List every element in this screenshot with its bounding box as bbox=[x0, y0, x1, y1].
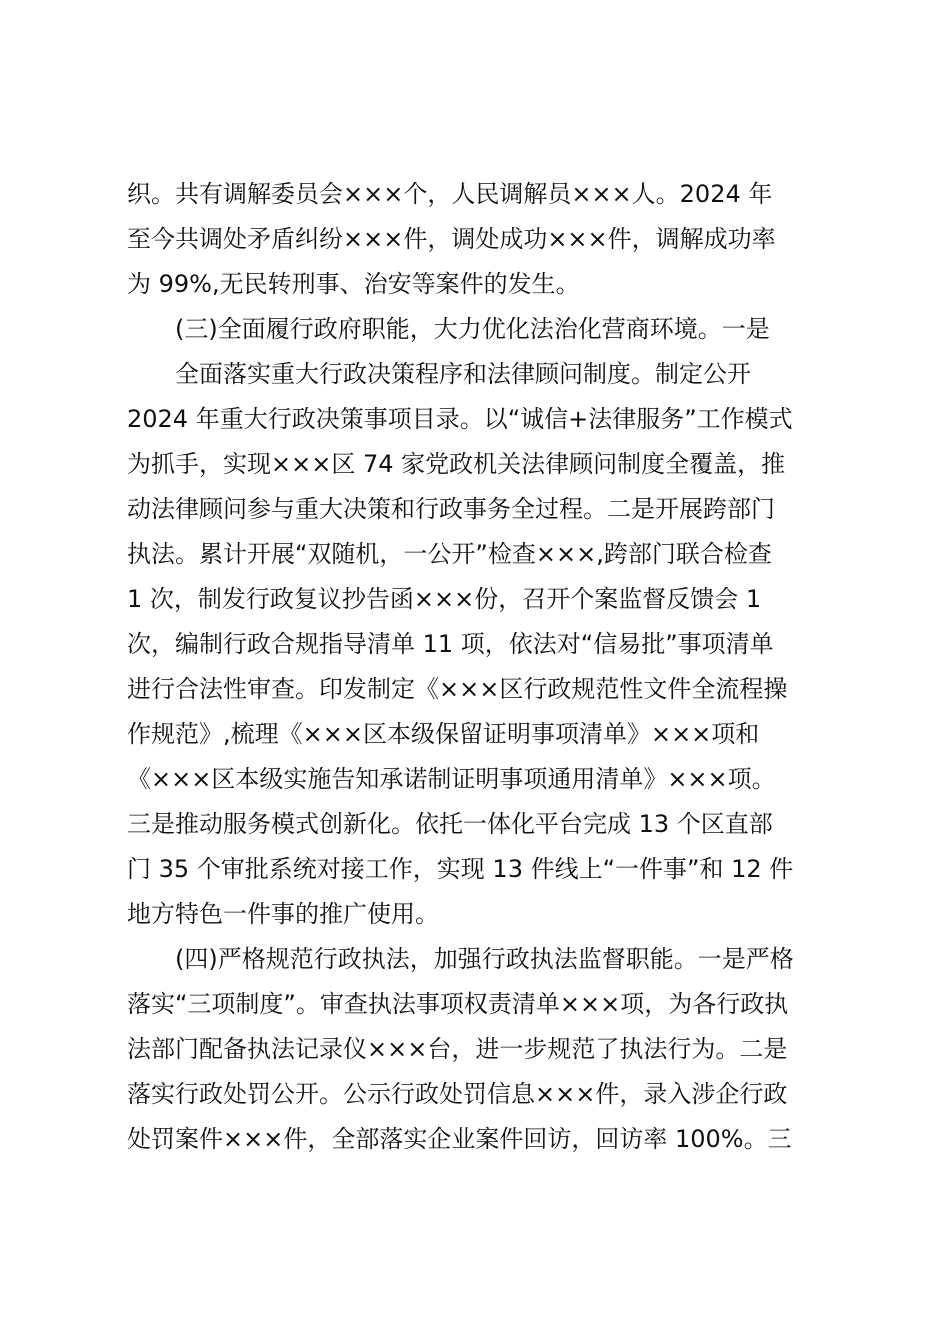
text-line: (三)全面履行政府职能，大力优化法治化营商环境。一是 bbox=[175, 315, 770, 343]
document-body bbox=[127, 172, 831, 1162]
text-line: 全面落实重大行政决策程序和法律顾问制度。制定公开 bbox=[175, 360, 751, 388]
text-line: 落实“三项制度”。审查执法事项权责清单×××项，为各行政执 bbox=[127, 990, 789, 1018]
text-line: (四)严格规范行政执法，加强行政执法监督职能。一是严格 bbox=[175, 945, 794, 973]
text-line: 2024 年重大行政决策事项目录。以“诚信+法律服务”工作模式 bbox=[127, 405, 793, 433]
text-line: 处罚案件×××件，全部落实企业案件回访，回访率 100%。三 bbox=[127, 1125, 792, 1153]
text-line: 地方特色一件事的推广使用。 bbox=[127, 900, 439, 928]
text-line: 法部门配备执法记录仪×××台，进一步规范了执法行为。二是 bbox=[127, 1035, 788, 1063]
text-line: 三是推动服务模式创新化。依托一体化平台完成 13 个区直部 bbox=[127, 810, 773, 838]
text-line: 动法律顾问参与重大决策和行政事务全过程。二是开展跨部门 bbox=[127, 495, 775, 523]
text-line: 执法。累计开展“双随机，一公开”检查×××,跨部门联合检查 bbox=[127, 540, 772, 568]
text-line: 至今共调处矛盾纠纷×××件，调处成功×××件，调解成功率 bbox=[127, 225, 776, 253]
text-line: 落实行政处罚公开。公示行政处罚信息×××件，录入涉企行政 bbox=[127, 1080, 788, 1108]
text-line: 为抓手，实现×××区 74 家党政机关法律顾问制度全覆盖，推 bbox=[127, 450, 786, 478]
text-line: 1 次，制发行政复议抄告函×××份，召开个案监督反馈会 1 bbox=[127, 585, 762, 613]
text-line: 织。共有调解委员会×××个，人民调解员×××人。2024 年 bbox=[127, 180, 773, 208]
text-line: 作规范》,梳理《×××区本级保留证明事项清单》×××项和 bbox=[127, 720, 760, 748]
text-line: 门 35 个审批系统对接工作，实现 13 件线上“一件事”和 12 件 bbox=[127, 855, 794, 883]
text-line: 次，编制行政合规指导清单 11 项，依法对“信易批”事项清单 bbox=[127, 630, 774, 658]
text-line: 为 99%,无民转刑事、治安等案件的发生。 bbox=[127, 270, 580, 298]
text-line: 《×××区本级实施告知承诺制证明事项通用清单》×××项。 bbox=[127, 765, 776, 793]
text-line: 进行合法性审查。印发制定《×××区行政规范性文件全流程操 bbox=[127, 675, 788, 703]
